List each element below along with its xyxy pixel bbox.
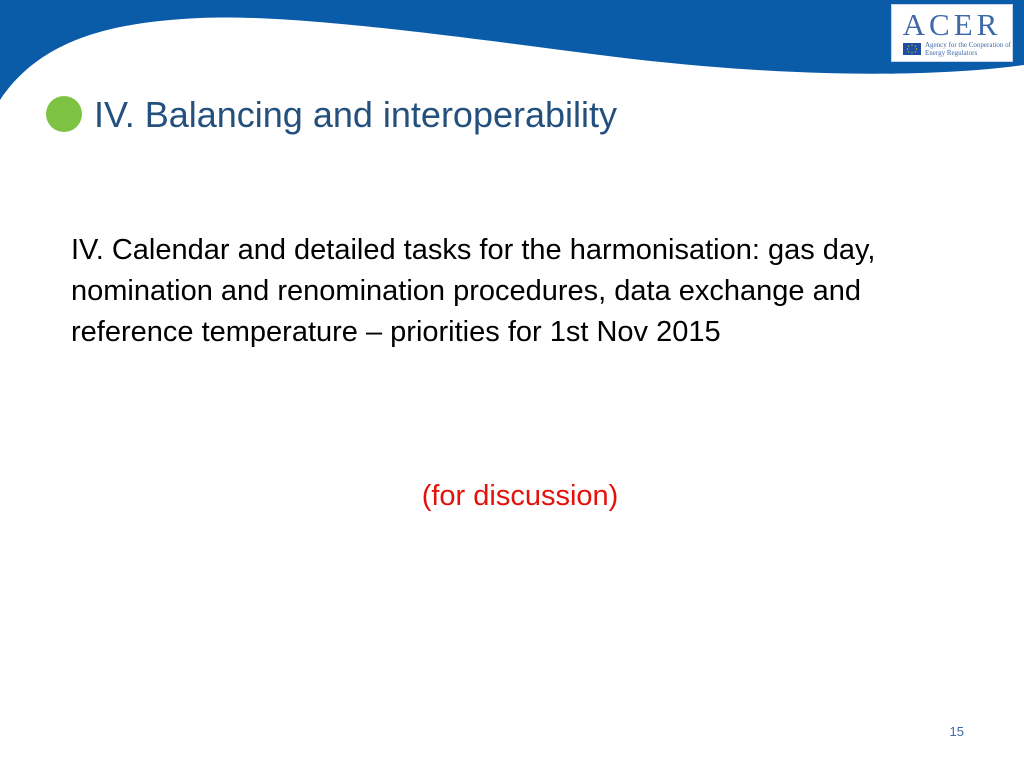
- header-wave: [0, 0, 1024, 100]
- body-text: IV. Calendar and detailed tasks for the harmonisation: gas day, nomination and renomination procedures, data exchange and reference temperature – priorities for 1st Nov 2015: [71, 234, 876, 348]
- page-number: 15: [949, 724, 964, 739]
- acer-logo-subtitle: Agency for the Cooperation of Energy Regulators: [925, 41, 1011, 57]
- discussion-note: (for discussion): [421, 480, 619, 512]
- eu-flag-icon: [903, 43, 921, 55]
- page-title: IV. Balancing and interoperability: [94, 94, 618, 135]
- title-bullet-icon: [46, 96, 82, 132]
- acer-logo: [891, 4, 1013, 62]
- acer-logo-word: ACER: [902, 7, 1002, 42]
